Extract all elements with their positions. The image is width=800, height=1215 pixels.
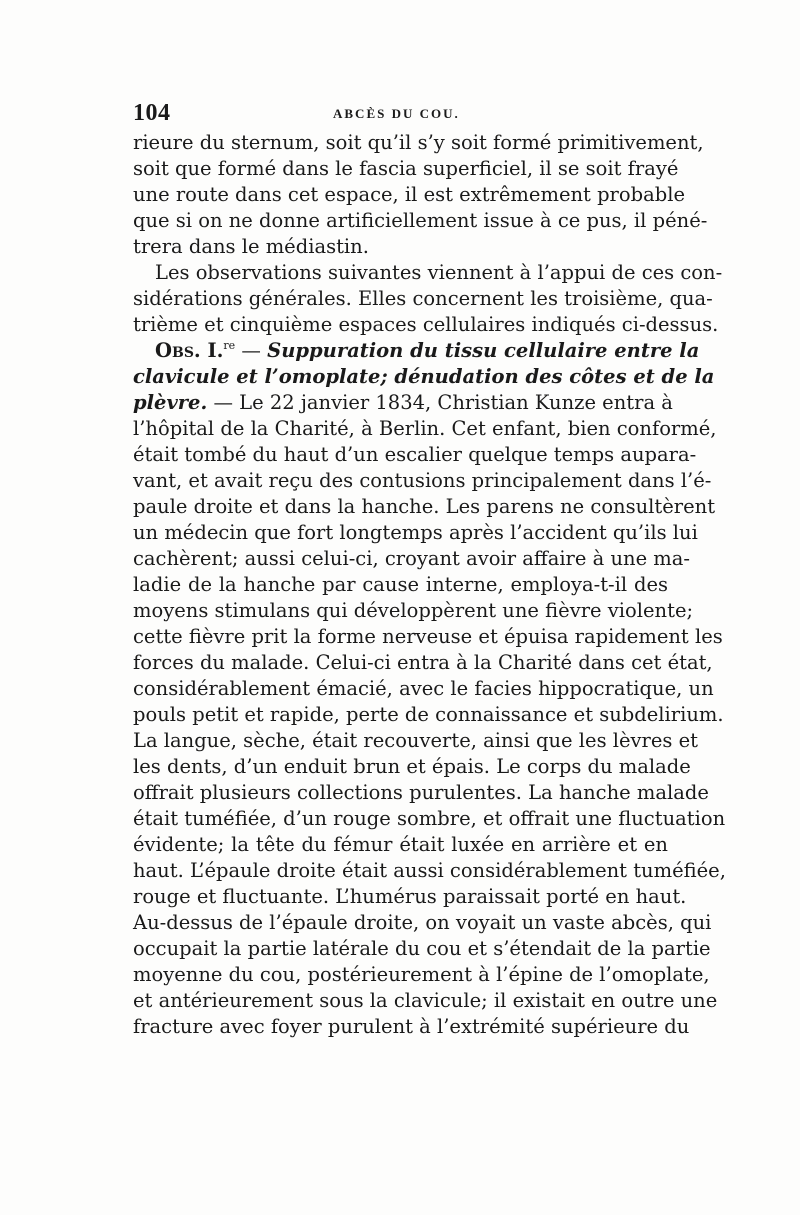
text-line: pouls petit et rapide, perte de connaissance et subdelirium. <box>133 703 724 726</box>
text-line: soit que formé dans le fascia superficiel, il se soit frayé <box>133 157 679 180</box>
text-line: trième et cinquième espaces cellulaires indiqués ci-dessus. <box>133 313 719 336</box>
text-line: moyenne du cou, postérieurement à l’épine de l’omoplate, <box>133 963 710 986</box>
text-line: La langue, sèche, était recouverte, ainsi que les lèvres et <box>133 729 699 752</box>
text-line: haut. L’épaule droite était aussi considérablement tuméfiée, <box>133 859 726 882</box>
running-head: ABCÈS DU COU. <box>333 106 460 121</box>
observation-title-line: clavicule et l’omoplate; dénudation des côtes et de la <box>133 365 715 388</box>
text-line: occupait la partie latérale du cou et s’étendait de la partie <box>133 937 711 960</box>
text-line: Au-dessus de l’épaule droite, on voyait un vaste abcès, qui <box>133 911 712 934</box>
paragraph-start-line: Les observations suivantes viennent à l’appui de ces con- <box>155 261 723 284</box>
text-line: était tombé du haut d’un escalier quelque temps aupara- <box>133 443 697 466</box>
text-line: et antérieurement sous la clavicule; il existait en outre une <box>133 989 718 1012</box>
text-line: paule droite et dans la hanche. Les parens ne consultèrent <box>133 495 716 518</box>
page-header <box>133 100 668 130</box>
observation-title-end: plèvre. <box>133 391 208 414</box>
text-line: un médecin que fort longtemps après l’accident qu’ils lui <box>133 521 698 544</box>
text-line: moyens stimulans qui développèrent une fièvre violente; <box>133 599 694 622</box>
text-line: trera dans le médiastin. <box>133 235 369 258</box>
text-line: une route dans cet espace, il est extrêmement probable <box>133 183 685 206</box>
observation-label: Obs. I. <box>155 339 224 362</box>
observation-title: Suppuration du tissu cellulaire entre la <box>267 339 700 362</box>
text-line: l’hôpital de la Charité, à Berlin. Cet enfant, bien conformé, <box>133 417 717 440</box>
text-line: offrait plusieurs collections purulentes. La hanche malade <box>133 781 709 804</box>
text-line: que si on ne donne artificiellement issue à ce pus, il péné- <box>133 209 708 232</box>
text-line: rieure du sternum, soit qu’il s’y soit formé primitivement, <box>133 131 704 154</box>
text-line: vant, et avait reçu des contusions principalement dans l’é- <box>133 469 712 492</box>
text-line: évidente; la tête du fémur était luxée en arrière et en <box>133 833 668 856</box>
text-line: considérablement émacié, avec le facies hippocratique, un <box>133 677 714 700</box>
text-line: forces du malade. Celui-ci entra à la Charité dans cet état, <box>133 651 713 674</box>
observation-dash: — <box>235 339 268 362</box>
text-line: fracture avec foyer purulent à l’extrémité supérieure du <box>133 1015 690 1038</box>
text-line <box>133 390 673 416</box>
body-text <box>133 130 726 1040</box>
observation-heading <box>133 338 700 364</box>
text-line: cachèrent; aussi celui-ci, croyant avoir affaire à une ma- <box>133 547 691 570</box>
page-number: 104 <box>133 100 171 126</box>
text-fragment: — Le 22 janvier 1834, Christian Kunze entra à <box>207 391 673 414</box>
text-line: ladie de la hanche par cause interne, employa-t-il des <box>133 573 668 596</box>
observation-superscript: re <box>223 339 236 352</box>
text-line: les dents, d’un enduit brun et épais. Le corps du malade <box>133 755 691 778</box>
text-line: rouge et fluctuante. L’humérus paraissait porté en haut. <box>133 885 687 908</box>
text-line: cette fièvre prit la forme nerveuse et épuisa rapidement les <box>133 625 723 648</box>
text-line: était tuméfiée, d’un rouge sombre, et offrait une fluctuation <box>133 807 726 830</box>
text-line: sidérations générales. Elles concernent les troisième, qua- <box>133 287 713 310</box>
